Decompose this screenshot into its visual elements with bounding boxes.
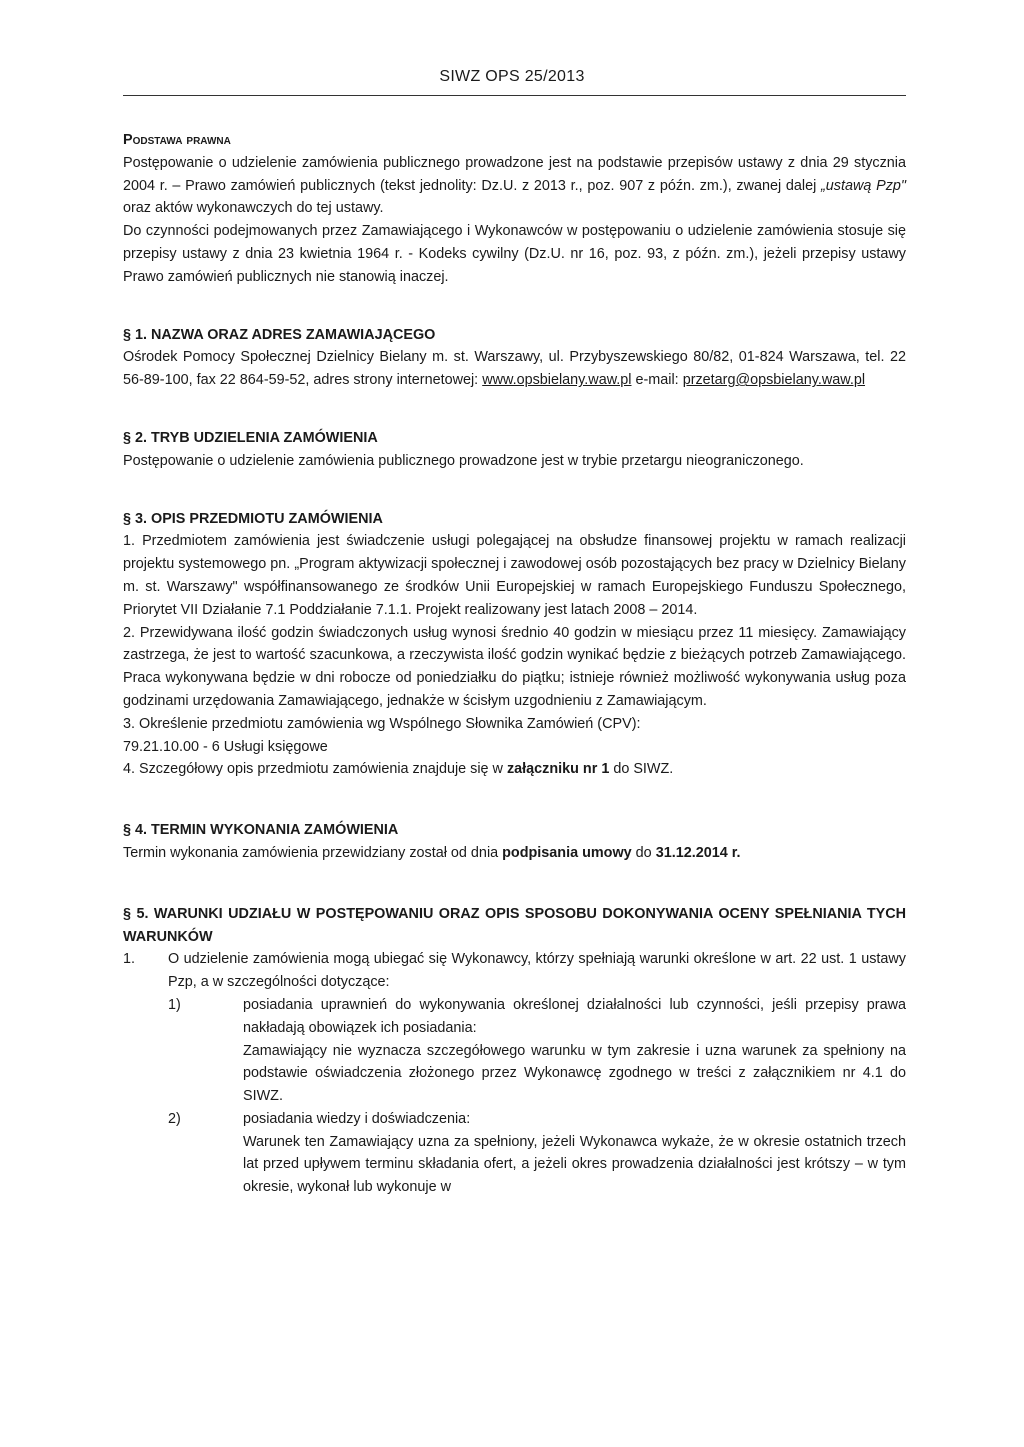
subject-point-4 [123, 758, 906, 781]
condition-subitem-2-text: posiadania wiedzy i doświadczenia: [243, 1110, 471, 1127]
section-3-subject [123, 508, 906, 782]
section-3-heading: § 3. OPIS PRZEDMIOTU ZAMÓWIENIA [123, 510, 383, 527]
spacer [123, 289, 906, 324]
condition-subitem-1-description: Zamawiający nie wyznacza szczegółowego warunku w tym zakresie i uzna warunek za spełniony na podstawie oświadczenia złożonego przez Wykonawcę zgodnego w treści z załącznikiem nr 4.1 do SIWZ. [243, 1042, 906, 1105]
website-link[interactable]: www.opsbielany.waw.pl [482, 372, 632, 389]
condition-subitem-1-text: posiadania uprawnień do wykonywania określonej działalności lub czynności, jeśli przepisy prawa nakładają obowiązek ich posiadania: [243, 996, 906, 1036]
attachment-reference: załączniku nr 1 [506, 761, 610, 778]
spacer [123, 473, 906, 508]
legal-basis-text-2: oraz aktów wykonawczych do tej ustawy. [123, 200, 384, 217]
subject-point-1: 1. Przedmiotem zamówienia jest świadczenie usługi polegającej na obsłudze finansowej projektu w ramach realizacji projektu systemowego pn. „Program aktywizacji społecznej i zawodowej osób pozostających bez pracy w Dzielnicy Bielany m. st. Warszawy" współfinansowanego ze środków Unii Europejskiej w ramach Europejskiego Funduszu Społecznego, Priorytet VII Działanie 7.1 Poddziałanie 7.1.1. Projekt realizowany jest latach 2008 – 2014. [123, 533, 906, 618]
subject-point-2: 2. Przewidywana ilość godzin świadczonych usług wynosi średnio 40 godzin w miesiącu przez 11 miesięcy. Zamawiający zastrzega, że jest to wartość szacunkowa, a rzeczywista ilość godzin wynikać będzie z bieżących potrzeb Zamawiającego. Praca wykonywana będzie w dni robocze od poniedziałku do piątku; istnieje również możliwość wykonywania usług poza godzinami urzędowania Zamawiającego, jednakże w ścisłym uzgodnieniu z Zamawiającym. [123, 624, 906, 709]
legal-basis-paragraph-2: Do czynności podejmowanych przez Zamawiającego i Wykonawców w postępowaniu o udzielenie zamówienia stosuje się przepisy ustawy z dnia 23 kwietnia 1964 r. - Kodeks cywilny (Dz.U. nr 16, poz. 93, z późn. zm.), jeżeli przepisy ustawy Prawo zamówień publicznych nie stanowią inaczej. [123, 223, 906, 285]
deadline-text-mid: do [631, 844, 656, 861]
contracting-authority-details [123, 346, 906, 392]
condition-item-1 [123, 948, 906, 994]
deadline-text [123, 842, 906, 865]
legal-basis-heading: Podstawa prawna [123, 132, 231, 148]
email-link[interactable]: przetarg@opsbielany.waw.pl [682, 372, 866, 389]
authority-address: Ośrodek Pomocy Społecznej Dzielnicy Bielany m. st. Warszawy, ul. Przybyszewskiego 80/82, 01-824 Warszawa, tel. 22 56-89-100, fax 22 864-59-52, adres strony internetowej: [123, 349, 906, 389]
document-body [123, 129, 906, 1199]
deadline-start-term: podpisania umowy [502, 844, 632, 861]
section-4-deadline [123, 819, 906, 865]
spacer [123, 865, 906, 903]
section-4-heading: § 4. TERMIN WYKONANIA ZAMÓWIENIA [123, 822, 399, 839]
document-reference: SIWZ OPS 25/2013 [439, 68, 585, 85]
section-2-procedure [123, 427, 906, 473]
condition-subitem-2 [168, 1108, 906, 1199]
spacer [123, 392, 906, 427]
condition-subitem-2-number: 2) [168, 1110, 181, 1127]
legal-basis-term: „ustawą Pzp" [821, 177, 907, 194]
condition-item-1-text: O udzielenie zamówienia mogą ubiegać się Wykonawcy, którzy spełniają warunki określone w art. 22 ust. 1 ustawy Pzp, a w szczególności dotyczące: [168, 951, 906, 991]
subject-point-4-text: 4. Szczegółowy opis przedmiotu zamówienia znajduje się w [123, 761, 507, 778]
section-5-heading: § 5. WARUNKI UDZIAŁU W POSTĘPOWANIU ORAZ OPIS SPOSOBU DOKONYWANIA OCENY SPEŁNIANIA TYCH WARUNKÓW [123, 905, 906, 945]
section-1-heading: § 1. NAZWA ORAZ ADRES ZAMAWIAJĄCEGO [123, 326, 436, 343]
cpv-code: 79.21.10.00 - 6 Usługi księgowe [123, 738, 328, 755]
condition-subitem-1-number: 1) [168, 996, 181, 1013]
section-legal-basis [123, 129, 906, 289]
header-divider [123, 95, 906, 96]
email-label: e-mail: [631, 372, 683, 389]
spacer [123, 781, 906, 819]
condition-subitem-2-description: Warunek ten Zamawiający uzna za spełniony, jeżeli Wykonawca wykaże, że w okresie ostatnich trzech lat przed upływem terminu składania ofert, a jeżeli okres prowadzenia działalności jest krótszy – w tym okresie, wykonał lub wykonuje w [243, 1133, 906, 1196]
section-5-conditions [123, 903, 906, 1199]
section-1-contracting-authority [123, 324, 906, 392]
section-2-heading: § 2. TRYB UDZIELENIA ZAMÓWIENIA [123, 429, 378, 446]
legal-basis-paragraph-1 [123, 152, 906, 220]
procedure-text: Postępowanie o udzielenie zamówienia publicznego prowadzone jest w trybie przetargu nieograniczonego. [123, 452, 804, 469]
deadline-end-date: 31.12.2014 r. [655, 844, 741, 861]
condition-subitem-1 [168, 994, 906, 1108]
legal-basis-text-1: Postępowanie o udzielenie zamówienia publicznego prowadzone jest na podstawie przepisów ustawy z dnia 29 stycznia 2004 r. – Prawo zamówień publicznych (tekst jednolity: Dz.U. z 2013 r., poz. 907 z późn. zm.), zwanej dalej [123, 154, 906, 194]
subject-point-4-end: do SIWZ. [609, 761, 674, 778]
condition-item-1-number: 1. [123, 951, 136, 968]
deadline-text-start: Termin wykonania zamówienia przewidziany został od dnia [123, 844, 503, 861]
subject-point-3: 3. Określenie przedmiotu zamówienia wg Wspólnego Słownika Zamówień (CPV): [123, 715, 641, 732]
